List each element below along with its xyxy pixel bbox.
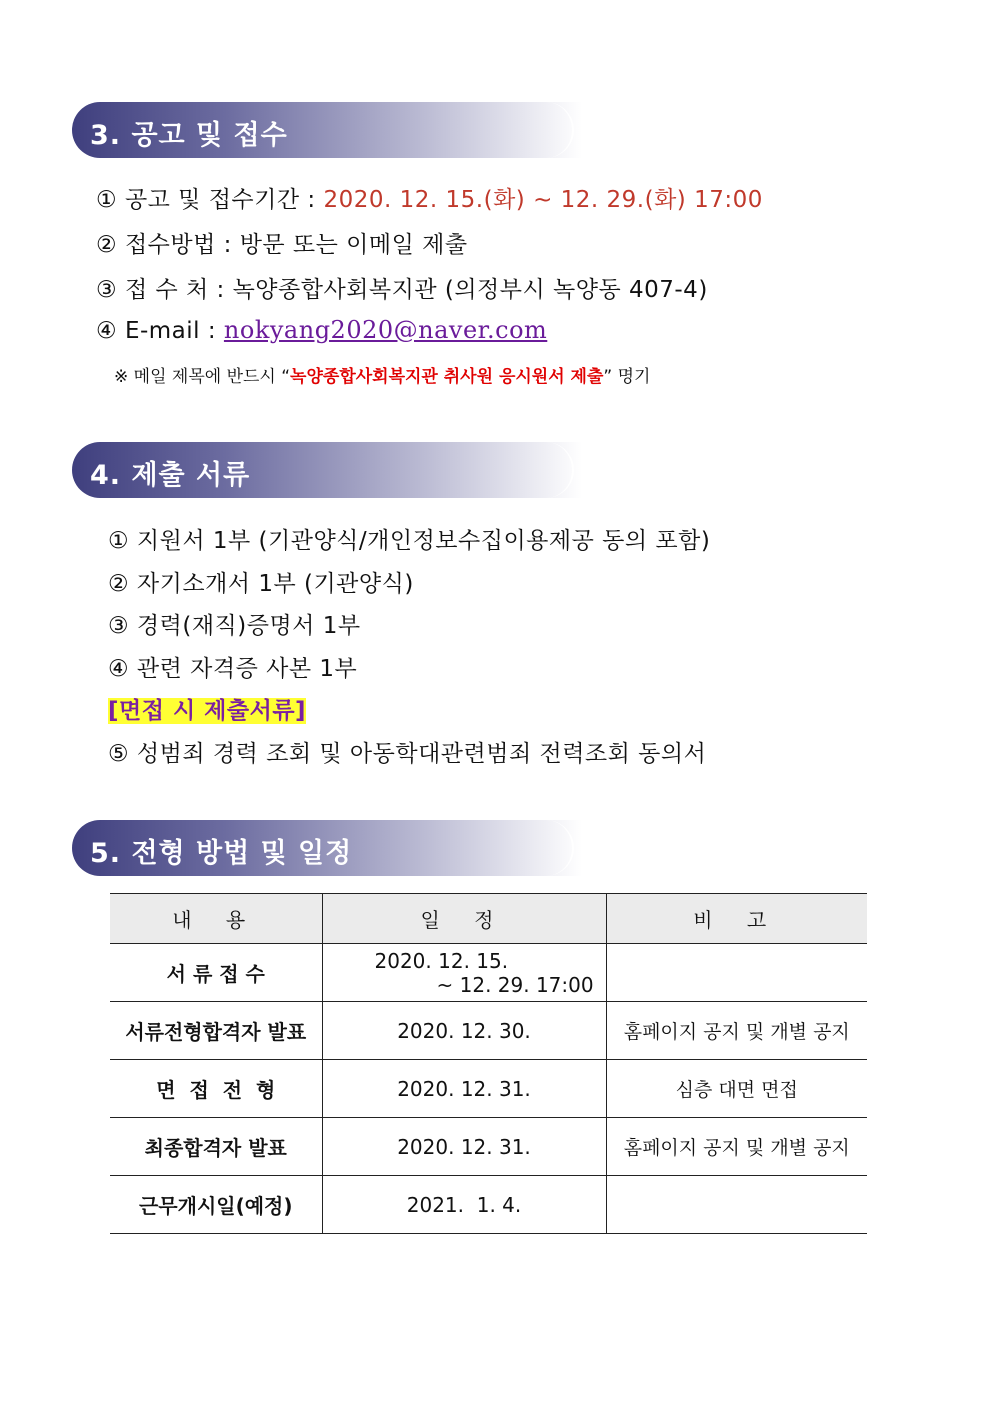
note-suffix: ” 명기 (603, 367, 651, 387)
note-emphasis: 녹양종합사회복지관 취사원 응시원서 제출 (290, 367, 604, 387)
item-number: ① (96, 187, 118, 213)
row-content: 서류전형합격자 발표 (110, 1002, 322, 1060)
announce-period-value: 2020. 12. 15.(화) ~ 12. 29.(화) 17:00 (323, 187, 763, 213)
row-note: 홈페이지 공지 및 개별 공지 (606, 1002, 867, 1060)
announce-period-line (96, 181, 763, 214)
section-title-5: 5. 전형 방법 및 일정 (90, 838, 353, 869)
row-schedule: 2020. 12. 31. (322, 1118, 606, 1176)
interview-docs-highlight: [면접 시 제출서류] (108, 698, 307, 724)
item-number: ④ (96, 318, 118, 344)
row-content: 근무개시일(예정) (110, 1176, 322, 1234)
row-content: 면 접 전 형 (110, 1060, 322, 1118)
row-schedule: 2020. 12. 30. (322, 1002, 606, 1060)
schedule-table (110, 893, 867, 1234)
email-subject-note (114, 362, 650, 387)
item-number: ② (96, 232, 118, 258)
doc-item-5: ⑤ 성범죄 경력 조회 및 아동학대관련범죄 전력조회 동의서 (108, 741, 707, 767)
row-content: 최종합격자 발표 (110, 1118, 322, 1176)
item-label: 접수방법 : (124, 232, 232, 258)
section-header-5 (72, 820, 582, 876)
email-line (96, 316, 547, 344)
email-link[interactable]: nokyang2020@naver.com (223, 316, 548, 344)
header-content: 내 용 (110, 894, 322, 944)
apply-place-value: 녹양종합사회복지관 (의정부시 녹양동 407-4) (232, 277, 708, 303)
row-note (606, 1176, 867, 1234)
table-row (110, 1002, 867, 1060)
table-row (110, 1060, 867, 1118)
schedule-line-2: ~ 12. 29. 17:00 (436, 972, 594, 997)
interview-docs-label (108, 692, 306, 725)
schedule-line-1: 2020. 12. 15. (374, 948, 509, 973)
apply-method-line (96, 226, 468, 259)
row-schedule: 2020. 12. 31. (322, 1060, 606, 1118)
doc-item-2: ② 자기소개서 1부 (기관양식) (108, 571, 414, 597)
section-title-3: 3. 공고 및 접수 (90, 120, 288, 151)
row-note: 홈페이지 공지 및 개별 공지 (606, 1118, 867, 1176)
section-title-4: 4. 제출 서류 (90, 460, 251, 491)
header-note: 비 고 (606, 894, 867, 944)
row-note (606, 944, 867, 1002)
doc-item-1: ① 지원서 1부 (기관양식/개인정보수집이용제공 동의 포함) (108, 528, 711, 554)
apply-method-value: 방문 또는 이메일 제출 (239, 232, 468, 258)
row-schedule (322, 944, 606, 1002)
row-note: 심층 대면 면접 (606, 1060, 867, 1118)
table-row (110, 944, 867, 1002)
doc-item-4: ④ 관련 자격증 사본 1부 (108, 656, 358, 682)
item-number: ③ (96, 277, 118, 303)
apply-place-line (96, 271, 708, 304)
item-label: 접 수 처 : (124, 277, 225, 303)
header-schedule: 일 정 (322, 894, 606, 944)
row-schedule: 2021. 1. 4. (322, 1176, 606, 1234)
row-content: 서 류 접 수 (110, 944, 322, 1002)
table-row (110, 1118, 867, 1176)
note-prefix: ※ 메일 제목에 반드시 “ (114, 367, 291, 387)
item-label: E-mail : (124, 318, 217, 344)
item-label: 공고 및 접수기간 : (124, 187, 316, 213)
table-row (110, 1176, 867, 1234)
table-header-row (110, 894, 867, 944)
section-header-4 (72, 442, 582, 498)
doc-item-3: ③ 경력(재직)증명서 1부 (108, 613, 361, 639)
section-header-3 (72, 102, 582, 158)
